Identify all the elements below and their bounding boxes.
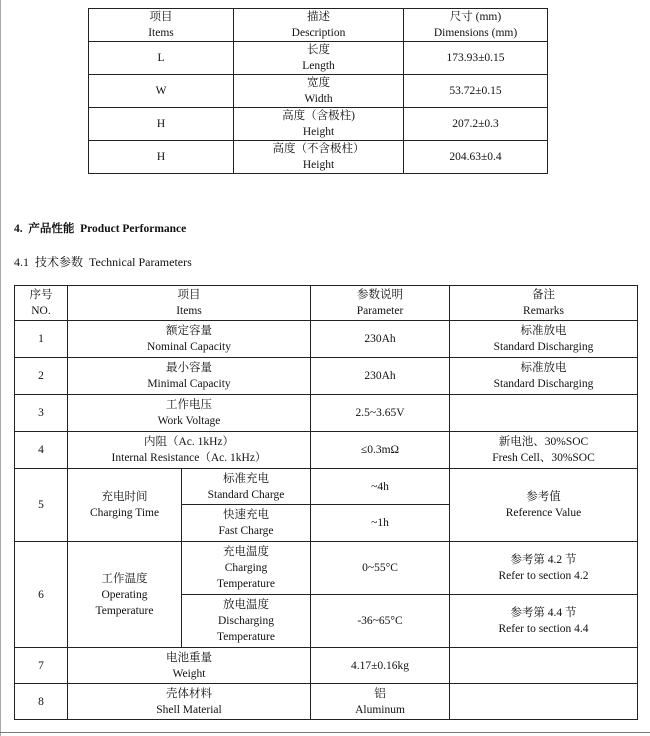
value-cell: 204.63±0.4 [404,141,548,174]
subsection-heading: 4.1 技术参数 Technical Parameters [14,255,192,269]
row-number: 5 [15,469,68,542]
header-items: 项目 Items [68,286,311,321]
page-edge-line [0,0,1,736]
parameter-cell: 0~55°C [311,542,450,595]
table-row [15,321,638,358]
value-cell: 207.2±0.3 [404,108,548,141]
dimensions-table [88,8,548,174]
row-number: 6 [15,542,68,648]
row-number: 2 [15,358,68,395]
table-row [89,108,548,141]
remark-cell: 参考值 Reference Value [450,469,638,542]
dimensions-header-row [89,9,548,42]
remark-cell: 标准放电 Standard Discharging [450,321,638,358]
remark-cell: 参考第 4.2 节 Refer to section 4.2 [450,542,638,595]
header-no: 序号 NO. [15,286,68,321]
item-cell: W [89,75,234,108]
parameter-cell: 铝 Aluminum [311,684,450,720]
remark-cell: 参考第 4.4 节 Refer to section 4.4 [450,595,638,648]
remark-cell: 新电池、30%SOC Fresh Cell、30%SOC [450,432,638,469]
item-cell: 充电时间 Charging Time [68,469,182,542]
parameter-cell: 4.17±0.16kg [311,648,450,684]
performance-table [14,285,638,720]
table-row [15,395,638,432]
item-cell: H [89,141,234,174]
header-parameter: 参数说明 Parameter [311,286,450,321]
header-dimensions: 尺寸 (mm) Dimensions (mm) [404,9,548,42]
remark-cell [450,395,638,432]
parameter-cell: ~1h [311,505,450,542]
sub-item-cell: 充电温度 Charging Temperature [182,542,311,595]
remark-cell [450,648,638,684]
row-number: 8 [15,684,68,720]
parameter-cell: 230Ah [311,358,450,395]
table-row [15,542,638,595]
sub-item-cell: 放电温度 Discharging Temperature [182,595,311,648]
header-remarks: 备注 Remarks [450,286,638,321]
header-items: 项目 Items [89,9,234,42]
item-cell: 额定容量 Nominal Capacity [68,321,311,358]
header-description: 描述 Description [234,9,404,42]
item-cell: 工作电压 Work Voltage [68,395,311,432]
sub-item-cell: 快速充电 Fast Charge [182,505,311,542]
item-cell: 工作温度 Operating Temperature [68,542,182,648]
remark-cell [450,684,638,720]
row-number: 1 [15,321,68,358]
row-number: 4 [15,432,68,469]
table-row [15,648,638,684]
item-cell: 壳体材料 Shell Material [68,684,311,720]
table-row [15,432,638,469]
item-cell: 电池重量 Weight [68,648,311,684]
performance-header-row [15,286,638,321]
description-cell: 长度 Length [234,42,404,75]
sub-item-cell: 标准充电 Standard Charge [182,469,311,505]
row-number: 3 [15,395,68,432]
parameter-cell: -36~65°C [311,595,450,648]
section-heading: 4. 产品性能 Product Performance [14,223,187,235]
table-row [15,469,638,505]
value-cell: 173.93±0.15 [404,42,548,75]
description-cell: 高度（含极柱) Height [234,108,404,141]
value-cell: 53.72±0.15 [404,75,548,108]
remark-cell: 标准放电 Standard Discharging [450,358,638,395]
description-cell: 高度（不含极柱） Height [234,141,404,174]
item-cell: 内阻（Ac. 1kHz） Internal Resistance（Ac. 1kHz） [68,432,311,469]
item-cell: H [89,108,234,141]
parameter-cell: ≤0.3mΩ [311,432,450,469]
parameter-cell: ~4h [311,469,450,505]
row-number: 7 [15,648,68,684]
table-row [89,42,548,75]
table-row [89,141,548,174]
page-bottom-divider [0,732,650,733]
table-row [15,358,638,395]
table-row [15,684,638,720]
table-row [89,75,548,108]
description-cell: 宽度 Width [234,75,404,108]
parameter-cell: 230Ah [311,321,450,358]
parameter-cell: 2.5~3.65V [311,395,450,432]
item-cell: L [89,42,234,75]
item-cell: 最小容量 Minimal Capacity [68,358,311,395]
